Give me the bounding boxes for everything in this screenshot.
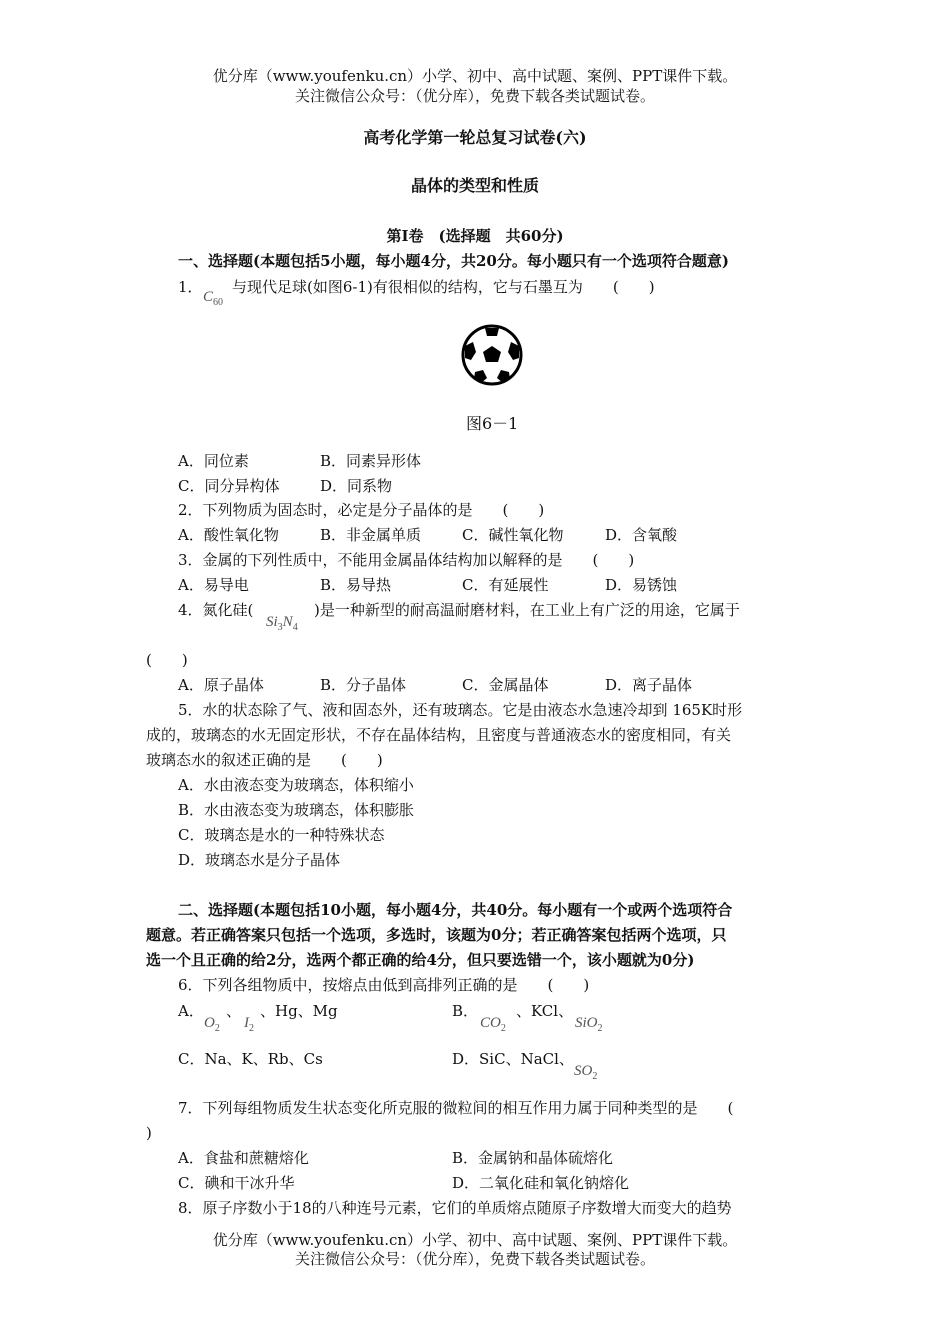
q6-formula-sio2: SiO$_2$ xyxy=(575,1015,603,1034)
q2-option-d: D．含氧酸 xyxy=(605,526,678,544)
header-line-2: 关注微信公众号：（优分库），免费下载各类试题试卷。 xyxy=(294,87,655,105)
q1-number: 1． xyxy=(178,278,203,296)
q5-line-3: 玻璃态水的叙述正确的是 ( ) xyxy=(146,751,383,769)
q5-option-a: A．水由液态变为玻璃态，体积缩小 xyxy=(178,776,414,794)
page-subtitle: 晶体的类型和性质 xyxy=(410,176,539,195)
q7-option-a: A．食盐和蔗糖熔化 xyxy=(178,1149,309,1167)
q8-text: 8．原子序数小于18的八种连号元素，它们的单质熔点随原子序数增大而变大的趋势 xyxy=(178,1199,732,1217)
q1-option-a: A．同位素 xyxy=(178,452,249,470)
q6-option-b-mid: 、KCl、 xyxy=(516,1002,574,1020)
q5-option-d: D．玻璃态水是分子晶体 xyxy=(178,851,341,869)
part1-title: 第Ⅰ卷 (选择题 共60分) xyxy=(386,227,564,245)
footer-line-2: 关注微信公众号：（优分库），免费下载各类试题试卷。 xyxy=(294,1250,655,1268)
page-title: 高考化学第一轮总复习试卷(六) xyxy=(363,128,587,147)
q4-text-end: )是一种新型的耐高温耐磨材料，在工业上有广泛的用途，它属于 xyxy=(314,601,740,619)
section2-line-2: 题意。若正确答案只包括一个选项，多选时，该题为0分；若正确答案包括两个选项，只 xyxy=(146,926,727,944)
q6-option-a-label: A． xyxy=(178,1002,204,1020)
q7-option-b: B．金属钠和晶体硫熔化 xyxy=(452,1149,614,1167)
q4-answer-bracket: ( ) xyxy=(146,651,188,669)
q6-option-a-rest: 、Hg、Mg xyxy=(260,1002,338,1020)
header-line-1: 优分库（www.youfenku.cn）小学、初中、高中试题、案例、PPT课件下载。 xyxy=(212,67,738,85)
q7-text-end: ) xyxy=(146,1124,152,1142)
q6-option-d-label: D．SiC、NaCl、 xyxy=(452,1050,574,1068)
q3-option-d: D．易锈蚀 xyxy=(605,576,678,594)
q2-option-a: A．酸性氧化物 xyxy=(178,526,279,544)
q4-formula-si3n4: $Si_3N_4$ xyxy=(266,614,298,633)
q5-option-c: C．玻璃态是水的一种特殊状态 xyxy=(178,826,385,844)
soccer-ball-figure xyxy=(461,324,523,386)
q7-text: 7．下列每组物质发生状态变化所克服的微粒间的相互作用力属于同种类型的是 ( xyxy=(178,1099,734,1117)
q1-option-c: C．同分异构体 xyxy=(178,477,280,495)
q6-option-b-label: B． xyxy=(452,1002,479,1020)
q2-text: 2．下列物质为固态时，必定是分子晶体的是 ( ) xyxy=(178,501,545,519)
q6-formula-so2: $SO_2$ xyxy=(574,1063,598,1082)
section2-line-1: 二、选择题(本题包括10小题，每小题4分，共40分。每小题有一个或两个选项符合 xyxy=(178,901,733,919)
q1-option-d: D．同系物 xyxy=(320,477,393,495)
q4-option-b: B．分子晶体 xyxy=(320,676,407,694)
q5-option-b: B．水由液态变为玻璃态，体积膨胀 xyxy=(178,801,415,819)
q5-line-1: 5．水的状态除了气、液和固态外，还有玻璃态。它是由液态水急速冷却到 165K时形 xyxy=(178,701,743,719)
q6-option-a-separator: 、 xyxy=(226,1002,242,1020)
q4-option-a: A．原子晶体 xyxy=(178,676,264,694)
section2-line-3: 选一个且正确的给2分，选两个都正确的给4分，但只要选错一个，该小题就为0分) xyxy=(146,951,695,969)
q2-option-c: C．碱性氧化物 xyxy=(462,526,564,544)
q2-option-b: B．非金属单质 xyxy=(320,526,422,544)
q6-formula-o2: $O_2$ xyxy=(204,1015,220,1034)
q1-formula-c60: $C_{60}$ xyxy=(203,289,224,308)
q4-option-c: C．金属晶体 xyxy=(462,676,549,694)
q6-text: 6．下列各组物质中，按熔点由低到高排列正确的是 ( ) xyxy=(178,976,590,994)
q1-option-b: B．同素异形体 xyxy=(320,452,422,470)
q4-text-start: 4．氮化硅( xyxy=(178,601,254,619)
figure-caption: 图6－1 xyxy=(466,414,519,433)
q3-option-a: A．易导电 xyxy=(178,576,249,594)
q1-text: 与现代足球(如图6-1)有很相似的结构，它与石墨互为 ( ) xyxy=(232,278,655,296)
q5-line-2: 成的，玻璃态的水无固定形状，不存在晶体结构，且密度与普通液态水的密度相同，有关 xyxy=(146,726,732,744)
q4-option-d: D．离子晶体 xyxy=(605,676,693,694)
q6-option-c: C．Na、K、Rb、Cs xyxy=(178,1050,323,1068)
q7-option-d: D．二氧化硅和氧化钠熔化 xyxy=(452,1174,630,1192)
q3-option-c: C．有延展性 xyxy=(462,576,549,594)
q3-text: 3．金属的下列性质中，不能用金属晶体结构加以解释的是 ( ) xyxy=(178,551,635,569)
section1-title: 一、选择题(本题包括5小题，每小题4分，共20分。每小题只有一个选项符合题意) xyxy=(178,252,729,270)
footer-line-1: 优分库（www.youfenku.cn）小学、初中、高中试题、案例、PPT课件下载。 xyxy=(212,1231,738,1249)
q7-option-c: C．碘和干冰升华 xyxy=(178,1174,295,1192)
q6-formula-i2: $I_2$ xyxy=(244,1015,254,1034)
q3-option-b: B．易导热 xyxy=(320,576,392,594)
q6-formula-co2: $CO_2$ xyxy=(480,1015,506,1034)
